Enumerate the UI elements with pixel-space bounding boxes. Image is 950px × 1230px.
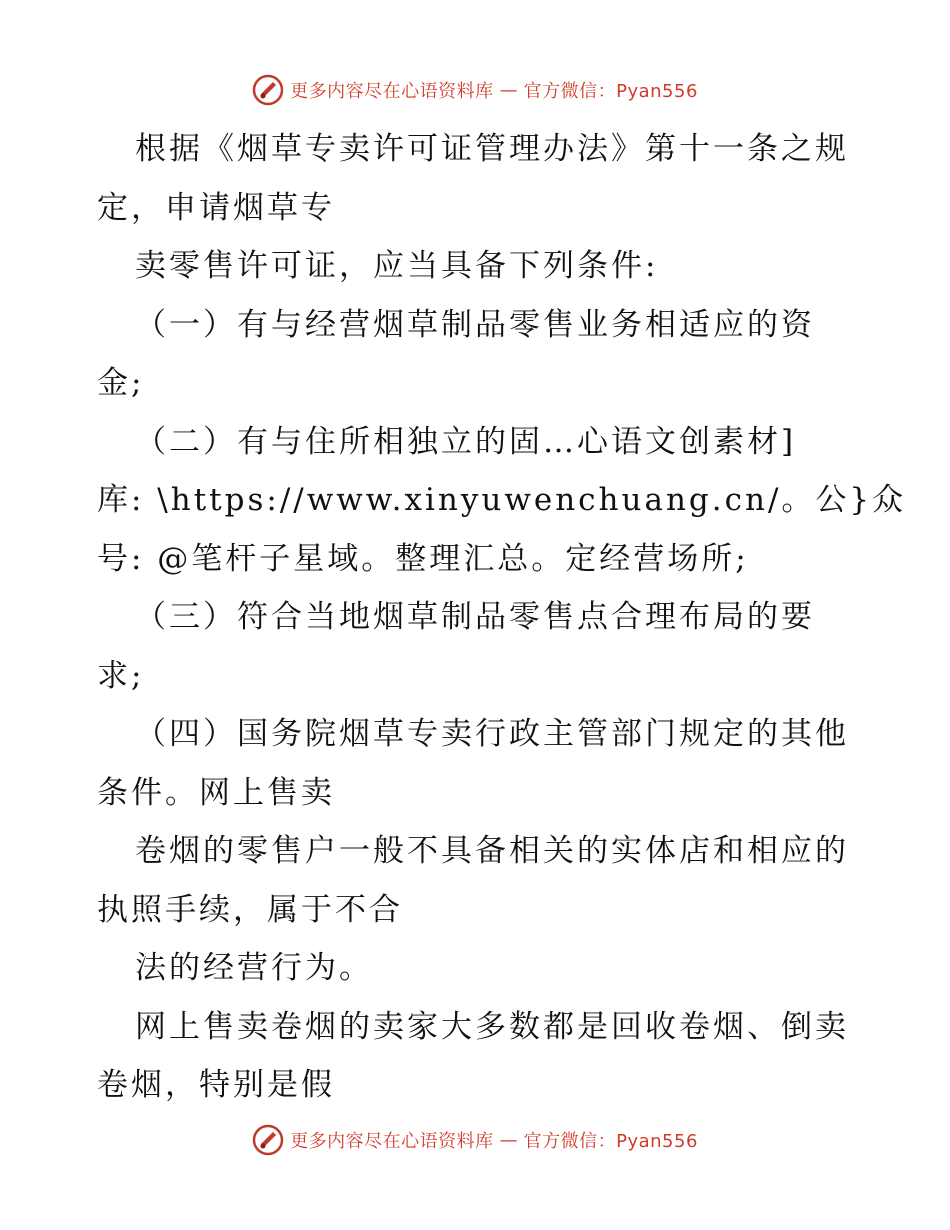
text-line: 卖零售许可证，应当具备下列条件: (135, 248, 659, 284)
watermark-wechat: 官方微信：Pyan556 (523, 81, 698, 102)
watermark-text: 更多内容尽在心语资料库 (290, 1131, 494, 1152)
text-line: （二）有与住所相独立的固…心语文创素材] (135, 423, 797, 460)
watermark-separator: — (499, 1129, 518, 1151)
text-line: 卷烟的零售户一般不具备相关的实体店和相应的 (135, 833, 849, 869)
text-line: 库: \https://www.xinyuwenchuang.cn/。公}众 (97, 482, 907, 518)
footer-watermark (0, 1122, 950, 1158)
text-line: （三）符合当地烟草制品零售点合理布局的要 (135, 599, 815, 635)
text-line: 根据《烟草专卖许可证管理办法》第十一条之规 (135, 131, 849, 167)
text-line: 条件。网上售卖 (97, 774, 335, 811)
watermark-text: 更多内容尽在心语资料库 (290, 81, 494, 102)
text-line: 求; (97, 657, 145, 694)
text-line: （四）国务院烟草专卖行政主管部门规定的其他 (135, 716, 849, 752)
seal-logo-icon (252, 74, 284, 106)
watermark-separator: — (499, 79, 518, 101)
text-line: 法的经营行为。 (135, 950, 373, 986)
document-body (97, 120, 907, 1115)
text-line: （一）有与经营烟草制品零售业务相适应的资 (135, 306, 815, 343)
text-line: 定，申请烟草专 (97, 189, 335, 226)
text-line: 金; (97, 365, 145, 401)
header-watermark (0, 72, 950, 108)
seal-logo-icon (252, 1124, 284, 1156)
text-line: 网上售卖卷烟的卖家大多数都是回收卷烟、倒卖 (135, 1008, 849, 1045)
text-line: 号: @笔杆子星域。整理汇总。定经营场所; (97, 540, 749, 577)
watermark-wechat: 官方微信：Pyan556 (523, 1131, 698, 1152)
text-line: 执照手续，属于不合 (97, 891, 403, 928)
text-line: 卷烟，特别是假 (97, 1067, 335, 1103)
